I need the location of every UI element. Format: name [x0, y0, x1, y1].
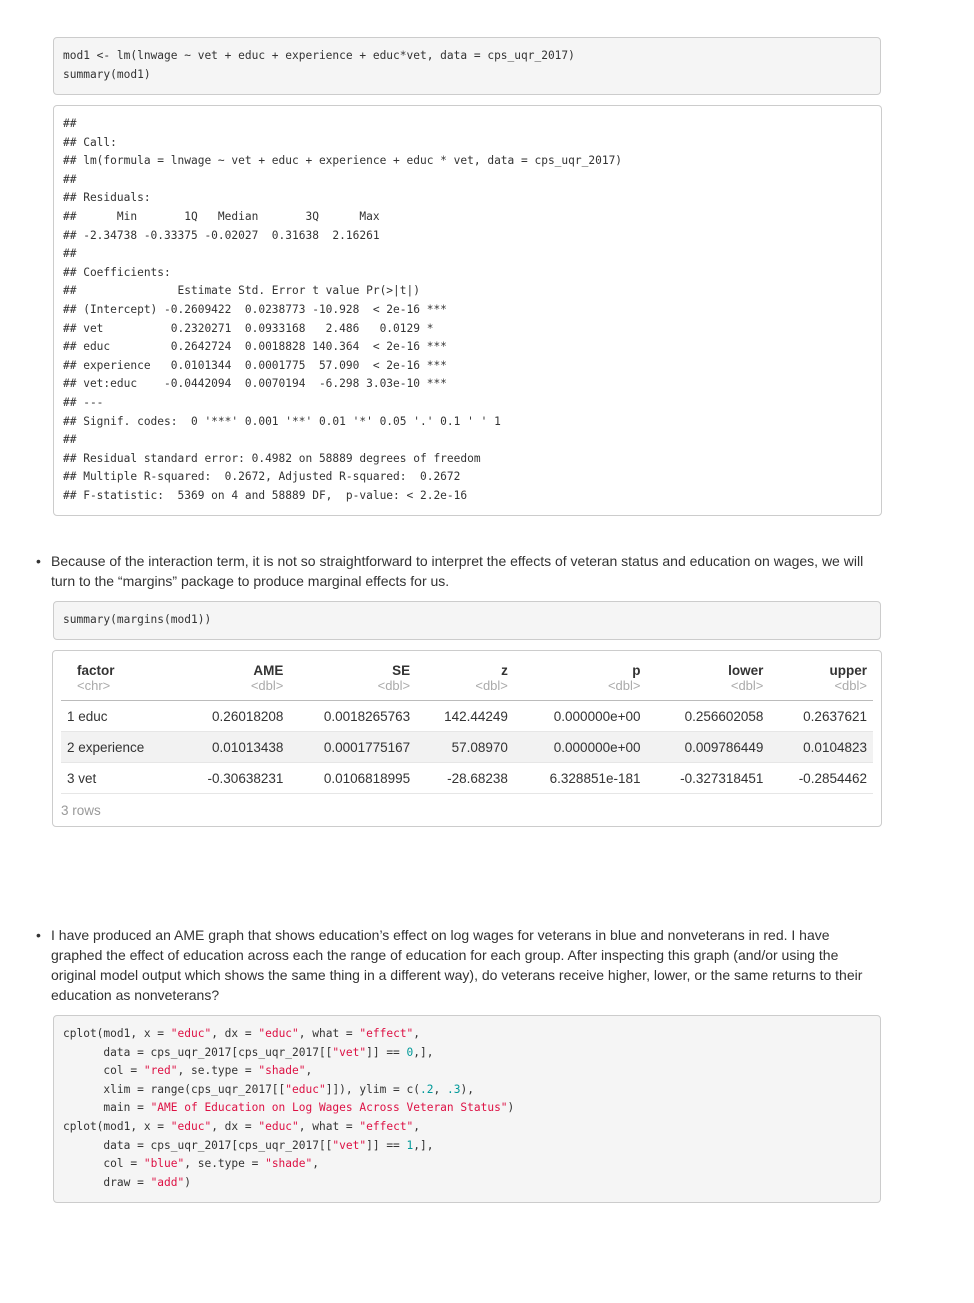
column-type: <chr>: [61, 678, 176, 701]
output-line: ## -2.34738 -0.33375 -0.02027 0.31638 2.16261: [63, 228, 380, 242]
code-chunk-cplot: [53, 1015, 881, 1203]
code-line: col = "red", se.type = "shade",: [63, 1064, 313, 1078]
output-line: ## educ 0.2642724 0.0018828 140.364 < 2e-16 ***: [63, 340, 447, 354]
table-cell: 0.256602058: [647, 701, 770, 732]
column-header[interactable]: p: [632, 663, 641, 678]
code-chunk-lm: [53, 37, 881, 95]
code-line: draw = "add"): [63, 1175, 191, 1189]
bullet-paragraph-margins: [36, 551, 871, 591]
margins-table: [61, 657, 873, 794]
output-line: ## ---: [63, 395, 104, 409]
output-line: ##: [63, 117, 77, 130]
column-type: <dbl>: [514, 678, 647, 701]
code-line: data = cps_uqr_2017[cps_uqr_2017[["vet"]] == 1,],: [63, 1138, 434, 1152]
table-cell: -28.68238: [416, 763, 514, 794]
paragraph-text: I have produced an AME graph that shows education’s effect on log wages for veterans in blue and nonveterans in red. I have graphed the effect of education across each the range of education for each group. After inspecting this graph (and/or using the original model output which shows the same thing in a different way), do veterans receive higher, lower, or the same returns to their education as nonveterans?: [51, 927, 863, 1003]
table-cell: -0.30638231: [176, 763, 289, 794]
table-row: [61, 701, 873, 732]
table-cell: 0.2637621: [769, 701, 873, 732]
output-line: ## Signif. codes: 0 '***' 0.001 '**' 0.01 '*' 0.05 '.' 0.1 ' ' 1: [63, 414, 501, 428]
table-cell: 142.44249: [416, 701, 514, 732]
output-line: ## Call:: [63, 135, 117, 149]
output-line: ## Min 1Q Median 3Q Max: [63, 209, 380, 223]
output-line: ## vet:educ -0.0442094 0.0070194 -6.298 3.03e-10 ***: [63, 377, 447, 391]
column-header[interactable]: SE: [392, 663, 411, 678]
code-line: summary(margins(mod1)): [63, 613, 212, 626]
output-chunk-summary: [53, 105, 882, 516]
column-type: <dbl>: [647, 678, 770, 701]
output-line: ## lm(formula = lnwage ~ vet + educ + experience + educ * vet, data = cps_uqr_2017): [63, 154, 623, 168]
output-line: ## Multiple R-squared: 0.2672, Adjusted R-squared: 0.2672: [63, 470, 461, 484]
table-row: [61, 763, 873, 794]
output-line: ## Residuals:: [63, 191, 151, 205]
output-line: ## F-statistic: 5369 on 4 and 58889 DF, p-value: < 2.2e-16: [63, 488, 468, 502]
column-type: <dbl>: [769, 678, 873, 701]
table-cell: 2 experience: [61, 732, 176, 763]
table-cell: 0.009786449: [647, 732, 770, 763]
table-cell: 0.000000e+00: [514, 701, 647, 732]
column-header[interactable]: upper: [829, 663, 867, 678]
code-line: data = cps_uqr_2017[cps_uqr_2017[["vet"]] == 0,],: [63, 1045, 434, 1059]
code-line: summary(mod1): [63, 67, 151, 81]
bullet-dot: •: [36, 553, 41, 569]
table-cell: 1 educ: [61, 701, 176, 732]
table-cell: -0.2854462: [769, 763, 873, 794]
paragraph-text: Because of the interaction term, it is not so straightforward to interpret the effects of veteran status and education on wages, we will turn to the “margins” package to produce marginal effects for us.: [51, 553, 864, 589]
table-cell: 0.0104823: [769, 732, 873, 763]
table-cell: 0.01013438: [176, 732, 289, 763]
table-cell: 0.000000e+00: [514, 732, 647, 763]
output-line: ## Coefficients:: [63, 265, 171, 279]
code-line: mod1 <- lm(lnwage ~ vet + educ + experience + educ*vet, data = cps_uqr_2017): [63, 49, 575, 62]
code-line: xlim = range(cps_uqr_2017[["educ"]]), ylim = c(.2, .3),: [63, 1082, 474, 1096]
column-header[interactable]: lower: [728, 663, 764, 678]
column-header[interactable]: AME: [253, 663, 284, 678]
table-cell: 0.0001775167: [289, 732, 416, 763]
code-line: cplot(mod1, x = "educ", dx = "educ", what = "effect",: [63, 1119, 421, 1133]
table-row: [61, 732, 873, 763]
code-line: cplot(mod1, x = "educ", dx = "educ", what = "effect",: [63, 1027, 421, 1040]
table-cell: 57.08970: [416, 732, 514, 763]
output-line: ##: [63, 247, 77, 261]
output-line: ##: [63, 433, 77, 447]
code-line: main = "AME of Education on Log Wages Across Veteran Status"): [63, 1101, 515, 1115]
output-line: ## Estimate Std. Error t value Pr(>|t|): [63, 284, 420, 298]
code-line: col = "blue", se.type = "shade",: [63, 1157, 319, 1171]
bullet-dot: •: [36, 927, 41, 943]
column-header[interactable]: factor: [77, 663, 115, 678]
column-type: <dbl>: [176, 678, 289, 701]
column-type: <dbl>: [416, 678, 514, 701]
output-line: ## vet 0.2320271 0.0933168 2.486 0.0129 *: [63, 321, 434, 335]
output-line: ## Residual standard error: 0.4982 on 58889 degrees of freedom: [63, 451, 481, 465]
table-cell: 0.0018265763: [289, 701, 416, 732]
table-cell: 0.26018208: [176, 701, 289, 732]
bullet-paragraph-ame-graph: [36, 925, 871, 1005]
output-line: ## (Intercept) -0.2609422 0.0238773 -10.928 < 2e-16 ***: [63, 302, 447, 316]
table-cell: 0.0106818995: [289, 763, 416, 794]
table-cell: -0.327318451: [647, 763, 770, 794]
row-count-label: 3 rows: [61, 803, 101, 818]
data-frame-table: [52, 650, 882, 827]
table-type-row: [61, 678, 873, 701]
column-header[interactable]: z: [501, 663, 508, 678]
table-header-row: [61, 657, 873, 678]
table-cell: 3 vet: [61, 763, 176, 794]
column-type: <dbl>: [289, 678, 416, 701]
output-line: ## experience 0.0101344 0.0001775 57.090 < 2e-16 ***: [63, 358, 447, 372]
output-line: ##: [63, 172, 77, 186]
table-cell: 6.328851e-181: [514, 763, 647, 794]
code-chunk-margins: [53, 601, 881, 640]
